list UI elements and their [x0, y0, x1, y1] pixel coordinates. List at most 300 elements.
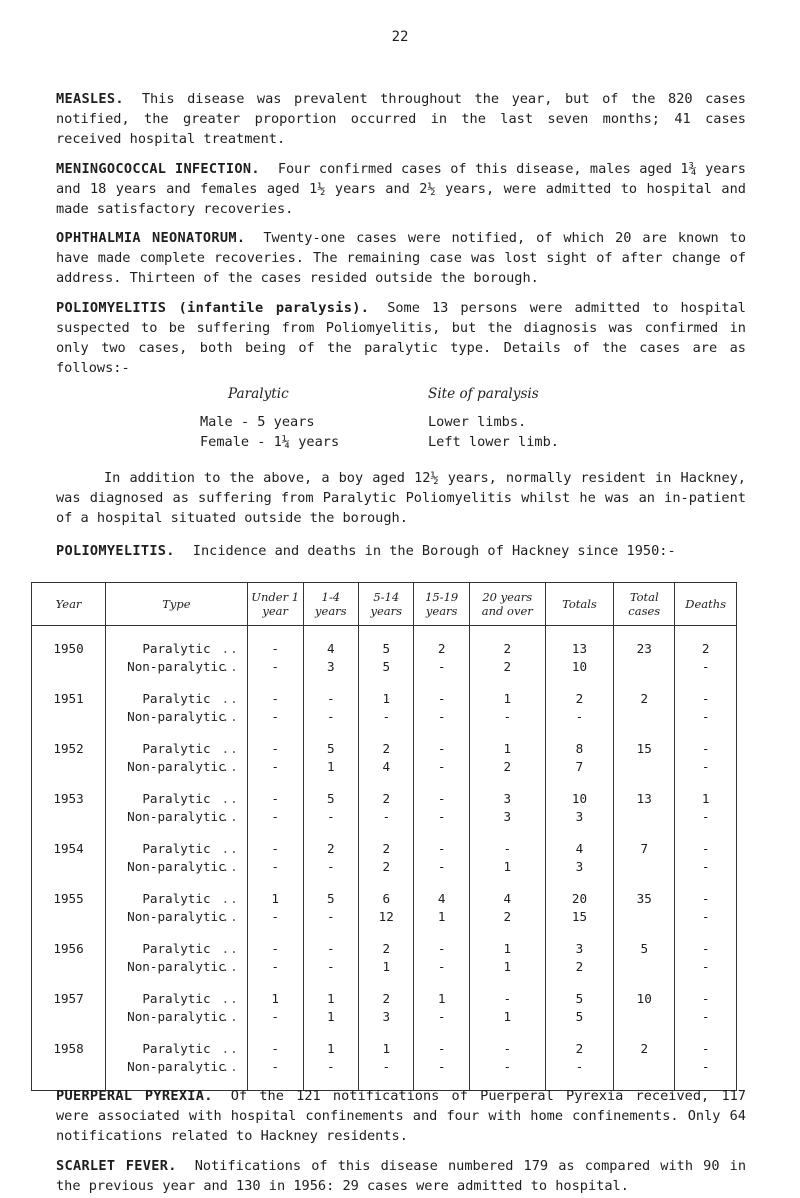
- spacer-cell: [106, 1026, 248, 1040]
- spacer-cell: [675, 726, 737, 740]
- spacer-cell: [106, 926, 248, 940]
- spacer-cell: [303, 1026, 358, 1040]
- value-cell: 1: [469, 858, 545, 876]
- spacer-cell: [247, 726, 303, 740]
- deaths-cell: -: [675, 840, 737, 858]
- spacer-cell: [414, 776, 469, 790]
- value-cell: 2: [359, 790, 414, 808]
- value-cell: 2: [545, 690, 614, 708]
- value-cell: -: [469, 1058, 545, 1076]
- value-cell: -: [247, 840, 303, 858]
- leader-dots: ..: [221, 841, 239, 856]
- spacer-cell: [469, 826, 545, 840]
- value-cell: -: [247, 958, 303, 976]
- table-row: [32, 790, 737, 808]
- table-body: [32, 626, 737, 1091]
- value-cell: 5: [303, 790, 358, 808]
- spacer-cell: [614, 926, 675, 940]
- value-cell: 5: [545, 990, 614, 1008]
- spacer-cell: [469, 1026, 545, 1040]
- total-cases-cell: 2: [614, 690, 675, 726]
- value-cell: 2: [414, 640, 469, 658]
- value-cell: -: [247, 790, 303, 808]
- spacer-cell: [545, 976, 614, 990]
- value-cell: -: [303, 708, 358, 726]
- year-cell-empty: [32, 1058, 106, 1076]
- year-cell: 1958: [32, 1040, 106, 1058]
- value-cell: 5: [359, 640, 414, 658]
- table-intro-text: Incidence and deaths in the Borough of Hackney since 1950:-: [192, 543, 676, 559]
- puerperal-heading: PUERPERAL PYREXIA.: [56, 1088, 213, 1104]
- leader-dots: ..: [221, 991, 239, 1006]
- value-cell: 5: [359, 658, 414, 676]
- type-cell: [106, 740, 248, 758]
- leader-dots: ..: [221, 1059, 239, 1074]
- puerperal-paragraph: [56, 1086, 746, 1146]
- spacer-row: [32, 626, 737, 641]
- spacer-cell: [675, 626, 737, 641]
- year-cell: 1952: [32, 740, 106, 758]
- value-cell: -: [469, 1040, 545, 1058]
- spacer-cell: [247, 926, 303, 940]
- type-cell: [106, 1040, 248, 1058]
- type-label: Non-paralytic: [127, 809, 226, 824]
- value-cell: -: [414, 840, 469, 858]
- value-cell: 4: [545, 840, 614, 858]
- spacer-cell: [359, 726, 414, 740]
- deaths-cell: -: [675, 1008, 737, 1026]
- deaths-cell: 2: [675, 640, 737, 658]
- spacer-cell: [675, 1026, 737, 1040]
- value-cell: -: [414, 690, 469, 708]
- ophthalmia-text: Twenty-one cases were notified, of which 20 are known to have made complete recoveries. The remaining case was lost sight of after change of address. Thirteen of the cases resided outside the borough.: [56, 230, 746, 286]
- year-cell: 1951: [32, 690, 106, 708]
- year-cell: 1956: [32, 940, 106, 958]
- spacer-cell: [359, 676, 414, 690]
- value-cell: -: [247, 1058, 303, 1076]
- value-cell: 3: [469, 790, 545, 808]
- spacer-cell: [32, 726, 106, 740]
- value-cell: -: [247, 858, 303, 876]
- total-cases-cell: 7: [614, 840, 675, 876]
- type-label: Paralytic: [142, 791, 211, 806]
- spacer-cell: [469, 726, 545, 740]
- value-cell: 12: [359, 908, 414, 926]
- spacer-cell: [675, 876, 737, 890]
- value-cell: 2: [469, 758, 545, 776]
- value-cell: 2: [545, 1040, 614, 1058]
- value-cell: -: [303, 690, 358, 708]
- header-cell: Under 1 year: [247, 583, 303, 626]
- spacer-cell: [614, 976, 675, 990]
- leader-dots: ..: [221, 809, 239, 824]
- leader-dots: ..: [221, 909, 239, 924]
- spacer-cell: [247, 676, 303, 690]
- value-cell: -: [247, 1040, 303, 1058]
- value-cell: -: [247, 690, 303, 708]
- spacer-cell: [359, 976, 414, 990]
- spacer-row: [32, 776, 737, 790]
- spacer-cell: [614, 776, 675, 790]
- value-cell: 13: [545, 640, 614, 658]
- total-cases-cell: 2: [614, 1040, 675, 1076]
- value-cell: -: [247, 940, 303, 958]
- deaths-cell: -: [675, 1040, 737, 1058]
- spacer-cell: [247, 826, 303, 840]
- type-cell: [106, 658, 248, 676]
- value-cell: 1: [469, 940, 545, 958]
- spacer-cell: [247, 976, 303, 990]
- site-column-header: Site of paralysis: [428, 386, 539, 402]
- type-cell: [106, 640, 248, 658]
- spacer-cell: [106, 726, 248, 740]
- value-cell: -: [247, 708, 303, 726]
- value-cell: 4: [469, 890, 545, 908]
- value-cell: 6: [359, 890, 414, 908]
- value-cell: -: [359, 808, 414, 826]
- spacer-cell: [32, 776, 106, 790]
- spacer-cell: [106, 676, 248, 690]
- spacer-cell: [675, 976, 737, 990]
- value-cell: -: [247, 908, 303, 926]
- table-row: [32, 1040, 737, 1058]
- leader-dots: ..: [221, 641, 239, 656]
- type-label: Non-paralytic: [127, 1009, 226, 1024]
- value-cell: 4: [414, 890, 469, 908]
- value-cell: -: [414, 758, 469, 776]
- value-cell: -: [247, 658, 303, 676]
- spacer-cell: [32, 676, 106, 690]
- value-cell: 20: [545, 890, 614, 908]
- spacer-cell: [675, 776, 737, 790]
- spacer-cell: [247, 876, 303, 890]
- spacer-cell: [303, 876, 358, 890]
- year-cell: 1953: [32, 790, 106, 808]
- value-cell: -: [359, 1058, 414, 1076]
- spacer-cell: [414, 826, 469, 840]
- leader-dots: ..: [221, 659, 239, 674]
- meningococcal-heading: MENINGOCOCCAL INFECTION.: [56, 161, 260, 177]
- value-cell: 1: [414, 990, 469, 1008]
- value-cell: 1: [469, 690, 545, 708]
- spacer-cell: [414, 1026, 469, 1040]
- year-cell-empty: [32, 958, 106, 976]
- deaths-cell: -: [675, 908, 737, 926]
- measles-heading: MEASLES.: [56, 91, 124, 107]
- spacer-cell: [32, 876, 106, 890]
- value-cell: 4: [359, 758, 414, 776]
- deaths-cell: -: [675, 758, 737, 776]
- table-intro-heading: POLIOMYELITIS.: [56, 543, 175, 559]
- type-cell: [106, 940, 248, 958]
- scarlet-text: Notifications of this disease numbered 179 as compared with 90 in the previous year and 130 in 1956: 29 cases were admitted to hospital.: [56, 1158, 747, 1194]
- spacer-cell: [303, 976, 358, 990]
- leader-dots: ..: [221, 741, 239, 756]
- type-cell: [106, 690, 248, 708]
- leader-dots: ..: [221, 959, 239, 974]
- spacer-cell: [614, 1026, 675, 1040]
- type-cell: [106, 908, 248, 926]
- deaths-cell: 1: [675, 790, 737, 808]
- type-cell: [106, 1008, 248, 1026]
- value-cell: 2: [359, 858, 414, 876]
- value-cell: 1: [303, 758, 358, 776]
- value-cell: 3: [303, 658, 358, 676]
- spacer-cell: [106, 626, 248, 641]
- table-row: [32, 740, 737, 758]
- value-cell: -: [303, 908, 358, 926]
- spacer-row: [32, 976, 737, 990]
- year-cell-empty: [32, 658, 106, 676]
- type-cell: [106, 990, 248, 1008]
- leader-dots: ..: [221, 1009, 239, 1024]
- spacer-cell: [614, 876, 675, 890]
- spacer-cell: [414, 976, 469, 990]
- value-cell: 3: [545, 858, 614, 876]
- value-cell: -: [414, 940, 469, 958]
- total-cases-cell: 15: [614, 740, 675, 776]
- spacer-cell: [32, 826, 106, 840]
- scarlet-paragraph: [56, 1156, 746, 1196]
- spacer-cell: [675, 826, 737, 840]
- ophthalmia-paragraph: [56, 228, 746, 288]
- spacer-cell: [32, 926, 106, 940]
- leader-dots: ..: [221, 941, 239, 956]
- type-cell: [106, 790, 248, 808]
- spacer-cell: [303, 826, 358, 840]
- spacer-cell: [32, 1026, 106, 1040]
- leader-dots: ..: [221, 691, 239, 706]
- value-cell: 2: [359, 840, 414, 858]
- deaths-cell: -: [675, 690, 737, 708]
- type-cell: [106, 808, 248, 826]
- value-cell: 1: [469, 958, 545, 976]
- type-label: Non-paralytic: [127, 909, 226, 924]
- spacer-cell: [359, 926, 414, 940]
- type-label: Non-paralytic: [127, 709, 226, 724]
- spacer-cell: [32, 976, 106, 990]
- deaths-cell: -: [675, 858, 737, 876]
- spacer-cell: [545, 1026, 614, 1040]
- spacer-cell: [469, 626, 545, 641]
- puerperal-text: Of the 121 notifications of Puerperal Pyrexia received, 117 were associated with hospital confinements and four with home confinements. Only 64 notifications related to Hackney residents.: [56, 1088, 746, 1144]
- spacer-cell: [675, 676, 737, 690]
- value-cell: 1: [359, 1040, 414, 1058]
- value-cell: 1: [469, 1008, 545, 1026]
- value-cell: -: [247, 1008, 303, 1026]
- value-cell: 1: [247, 990, 303, 1008]
- value-cell: 2: [469, 908, 545, 926]
- case-2: Female - 1¼ years: [200, 434, 340, 450]
- spacer-row: [32, 926, 737, 940]
- spacer-cell: [303, 926, 358, 940]
- type-cell: [106, 840, 248, 858]
- spacer-row: [32, 1026, 737, 1040]
- meningococcal-text: Four confirmed cases of this disease, males aged 1¾ years and 18 years and females aged 1½ years and 2½ years, were admitted to hospital and made satisfactory recoveries.: [56, 161, 746, 217]
- value-cell: 2: [359, 740, 414, 758]
- scarlet-heading: SCARLET FEVER.: [56, 1158, 177, 1174]
- spacer-cell: [359, 1026, 414, 1040]
- type-label: Paralytic: [142, 841, 211, 856]
- value-cell: 1: [359, 958, 414, 976]
- value-cell: -: [469, 990, 545, 1008]
- spacer-cell: [247, 1026, 303, 1040]
- year-cell-empty: [32, 1008, 106, 1026]
- header-cell: 1-4 years: [303, 583, 358, 626]
- value-cell: 7: [545, 758, 614, 776]
- spacer-row: [32, 726, 737, 740]
- table-intro: [56, 541, 746, 561]
- type-cell: [106, 1058, 248, 1076]
- value-cell: 3: [469, 808, 545, 826]
- spacer-cell: [614, 726, 675, 740]
- year-cell-empty: [32, 908, 106, 926]
- value-cell: -: [414, 1040, 469, 1058]
- poliomyelitis-heading: POLIOMYELITIS (infantile paralysis).: [56, 300, 370, 316]
- value-cell: 1: [303, 1040, 358, 1058]
- spacer-cell: [469, 976, 545, 990]
- value-cell: -: [247, 758, 303, 776]
- spacer-cell: [545, 926, 614, 940]
- type-cell: [106, 708, 248, 726]
- spacer-cell: [414, 876, 469, 890]
- value-cell: -: [247, 808, 303, 826]
- header-cell: 15-19 years: [414, 583, 469, 626]
- type-label: Non-paralytic: [127, 859, 226, 874]
- value-cell: -: [414, 808, 469, 826]
- year-cell-empty: [32, 708, 106, 726]
- value-cell: -: [247, 640, 303, 658]
- meningococcal-paragraph: [56, 159, 746, 219]
- value-cell: -: [545, 708, 614, 726]
- value-cell: 8: [545, 740, 614, 758]
- value-cell: 1: [359, 690, 414, 708]
- value-cell: 3: [359, 1008, 414, 1026]
- year-cell: 1954: [32, 840, 106, 858]
- type-label: Non-paralytic: [127, 659, 226, 674]
- year-cell: 1950: [32, 640, 106, 658]
- type-cell: [106, 758, 248, 776]
- spacer-cell: [106, 826, 248, 840]
- value-cell: 1: [303, 990, 358, 1008]
- value-cell: 2: [469, 658, 545, 676]
- spacer-cell: [469, 926, 545, 940]
- value-cell: -: [303, 940, 358, 958]
- poliomyelitis-paragraph: [56, 298, 746, 378]
- spacer-cell: [247, 626, 303, 641]
- leader-dots: ..: [221, 791, 239, 806]
- type-label: Non-paralytic: [127, 759, 226, 774]
- type-label: Paralytic: [142, 741, 211, 756]
- page-number: 22: [391, 29, 409, 45]
- case-1-site: Lower limbs.: [428, 414, 527, 430]
- spacer-cell: [614, 626, 675, 641]
- table-row: [32, 890, 737, 908]
- deaths-cell: -: [675, 1058, 737, 1076]
- value-cell: 1: [247, 890, 303, 908]
- value-cell: -: [303, 808, 358, 826]
- deaths-cell: -: [675, 890, 737, 908]
- spacer-cell: [545, 626, 614, 641]
- value-cell: 5: [303, 740, 358, 758]
- value-cell: -: [469, 708, 545, 726]
- deaths-cell: -: [675, 658, 737, 676]
- value-cell: 2: [359, 990, 414, 1008]
- value-cell: -: [414, 958, 469, 976]
- case-1: Male - 5 years: [200, 414, 315, 430]
- type-label: Paralytic: [142, 1041, 211, 1056]
- deaths-cell: -: [675, 740, 737, 758]
- header-cell: Type: [106, 583, 248, 626]
- total-cases-cell: 5: [614, 940, 675, 976]
- spacer-cell: [303, 726, 358, 740]
- type-label: Paralytic: [142, 991, 211, 1006]
- value-cell: -: [469, 840, 545, 858]
- header-cell: Deaths: [675, 583, 737, 626]
- value-cell: -: [414, 1058, 469, 1076]
- value-cell: 1: [303, 1008, 358, 1026]
- spacer-cell: [414, 926, 469, 940]
- header-cell: 5-14 years: [359, 583, 414, 626]
- spacer-cell: [469, 676, 545, 690]
- poliomyelitis-text: Some 13 persons were admitted to hospital suspected to be suffering from Poliomyelitis, but the diagnosis was confirmed in only two cases, both being of the paralytic type. Details of the cases are as follows:-: [56, 300, 746, 376]
- spacer-cell: [414, 726, 469, 740]
- header-cell: Year: [32, 583, 106, 626]
- type-label: Non-paralytic: [127, 1059, 226, 1074]
- value-cell: -: [359, 708, 414, 726]
- value-cell: 10: [545, 790, 614, 808]
- spacer-cell: [545, 676, 614, 690]
- table-row: [32, 940, 737, 958]
- value-cell: 2: [359, 940, 414, 958]
- value-cell: -: [303, 858, 358, 876]
- value-cell: 1: [414, 908, 469, 926]
- leader-dots: ..: [221, 709, 239, 724]
- spacer-cell: [545, 826, 614, 840]
- spacer-cell: [359, 626, 414, 641]
- value-cell: -: [303, 1058, 358, 1076]
- case-2-site: Left lower limb.: [428, 434, 559, 450]
- table-row: [32, 990, 737, 1008]
- value-cell: -: [545, 1058, 614, 1076]
- header-cell: Total cases: [614, 583, 675, 626]
- deaths-cell: -: [675, 808, 737, 826]
- year-cell: 1955: [32, 890, 106, 908]
- total-cases-cell: 35: [614, 890, 675, 926]
- value-cell: 2: [545, 958, 614, 976]
- value-cell: 3: [545, 808, 614, 826]
- value-cell: 4: [303, 640, 358, 658]
- deaths-cell: -: [675, 990, 737, 1008]
- type-cell: [106, 890, 248, 908]
- year-cell-empty: [32, 758, 106, 776]
- table-row: [32, 640, 737, 658]
- leader-dots: ..: [221, 759, 239, 774]
- year-cell: 1957: [32, 990, 106, 1008]
- leader-dots: ..: [221, 859, 239, 874]
- spacer-cell: [545, 726, 614, 740]
- spacer-cell: [359, 826, 414, 840]
- type-label: Paralytic: [142, 641, 211, 656]
- type-cell: [106, 958, 248, 976]
- value-cell: 1: [469, 740, 545, 758]
- total-cases-cell: 23: [614, 640, 675, 676]
- table-header-row: [32, 583, 737, 626]
- spacer-cell: [32, 626, 106, 641]
- spacer-row: [32, 826, 737, 840]
- deaths-cell: -: [675, 940, 737, 958]
- value-cell: 2: [469, 640, 545, 658]
